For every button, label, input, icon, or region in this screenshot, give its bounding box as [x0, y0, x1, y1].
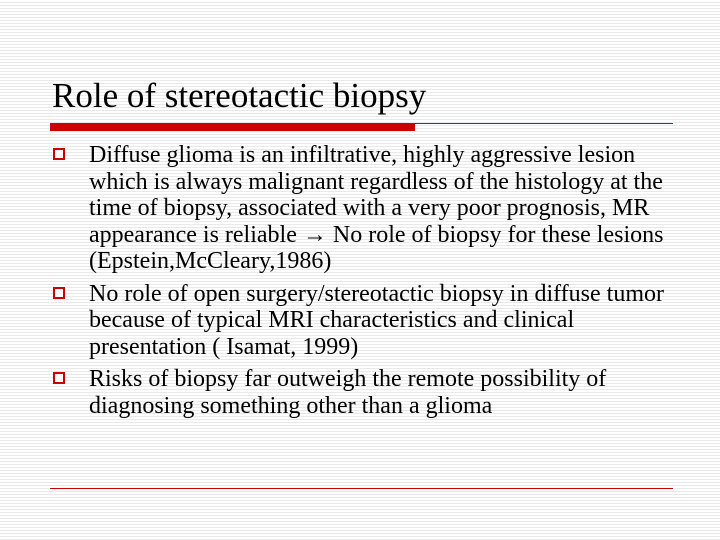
- footer-divider-line: [50, 488, 673, 489]
- slide-title: Role of stereotactic biopsy: [52, 76, 427, 115]
- bullet-text: No role of open surgery/stereotactic biopsy in diffuse tumor because of typical MRI characteristics and clinical presentation ( Isamat, 1999): [89, 280, 664, 360]
- bullet-list: [52, 142, 682, 425]
- title-accent-bar: [50, 123, 415, 131]
- bullet-text: Risks of biopsy far outweigh the remote possibility of diagnosing something other than a glioma: [89, 366, 607, 419]
- bullet-item: [52, 142, 682, 275]
- bullet-item: [52, 366, 682, 419]
- square-bullet-icon: [53, 287, 65, 299]
- square-bullet-icon: [53, 372, 65, 384]
- bullet-text: Diffuse glioma is an infiltrative, highly aggressive lesion which is always malignant regardless of the histology at the time of biopsy, associated with a very poor prognosis, MR appearance is reliable → No role of biopsy for these lesions (Epstein,McCleary,1986): [89, 142, 664, 274]
- square-bullet-icon: [53, 148, 65, 160]
- bullet-item: [52, 281, 682, 361]
